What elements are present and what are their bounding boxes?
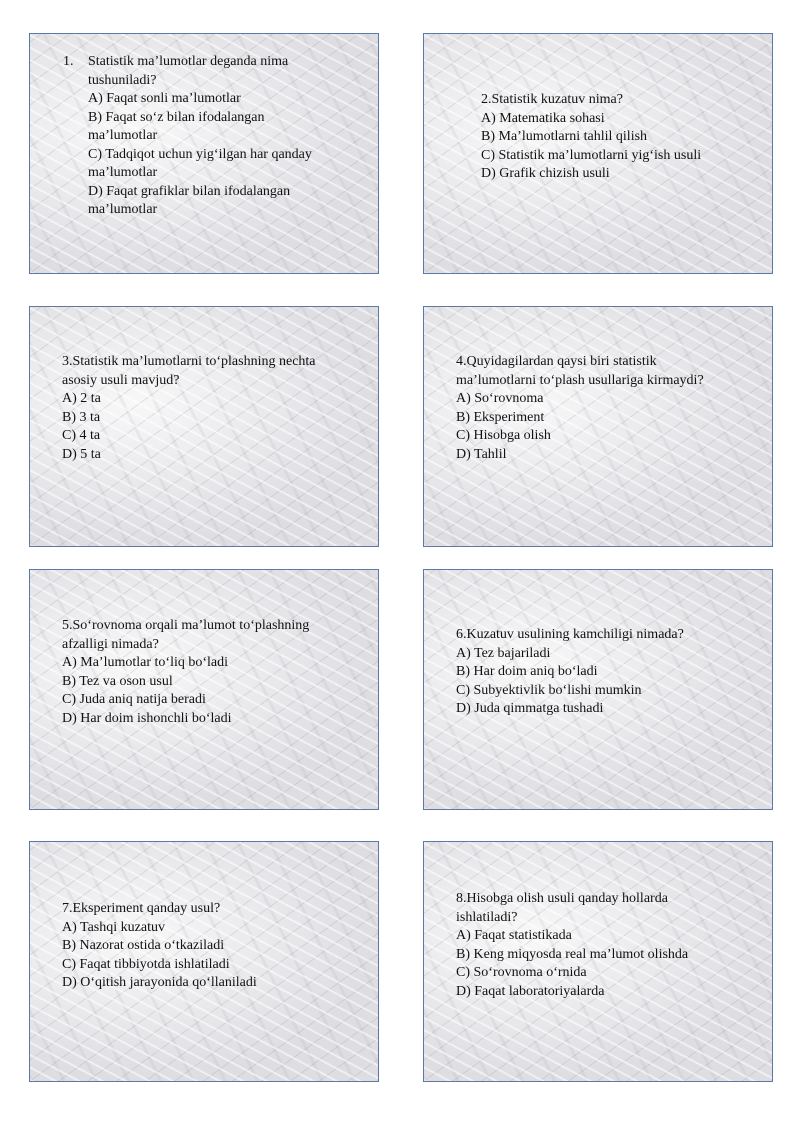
option-b: B) Ma’lumotlarni tahlil qilish xyxy=(481,129,648,144)
option-c: C) Hisobga olish xyxy=(456,428,551,443)
question-text-line: Statistik ma’lumotlar deganda nima xyxy=(88,54,289,69)
option-a: A) Tashqi kuzatuv xyxy=(62,919,165,935)
question-text-line: 3.Statistik ma’lumotlarni to‘plashning nechta xyxy=(62,354,316,369)
question-card-4 xyxy=(423,306,773,547)
option-d: D) Juda qimmatga tushadi xyxy=(456,701,604,716)
option-d: D) Faqat laboratoriyalarda xyxy=(456,983,605,999)
option-d: D) Grafik chizish usuli xyxy=(481,166,610,181)
option-c: C) Tadqiqot uchun yig‘ilgan har qanday xyxy=(88,146,312,162)
option-c: C) Statistik ma’lumotlarni yig‘ish usuli xyxy=(481,147,702,163)
question-text-line: 8.Hisobga olish usuli qanday hollarda xyxy=(456,891,668,906)
question-card-8 xyxy=(423,841,773,1082)
question-block xyxy=(62,900,257,993)
question-block xyxy=(456,353,704,464)
option-b: B) 3 ta xyxy=(62,409,101,425)
option-c: C) Faqat tibbiyotda ishlatiladi xyxy=(62,956,230,972)
question-block xyxy=(62,617,309,728)
question-text-line: 5.So‘rovnoma orqali ma’lumot to‘plashning xyxy=(62,618,310,633)
question-card-2 xyxy=(423,33,773,274)
option-d: D) Har doim ishonchli bo‘ladi xyxy=(62,710,232,726)
option-b: B) Eksperiment xyxy=(456,409,545,425)
question-card-7 xyxy=(29,841,379,1082)
question-block xyxy=(456,626,684,719)
option-a: A) 2 ta xyxy=(62,391,101,406)
question-text-line: 2.Statistik kuzatuv nima? xyxy=(481,92,623,107)
question-block xyxy=(456,890,688,1001)
option-c: C) 4 ta xyxy=(62,428,101,443)
option-a: A) So‘rovnoma xyxy=(456,391,544,406)
option-b: B) Har doim aniq bo‘ladi xyxy=(456,664,598,679)
question-text-line: afzalligi nimada? xyxy=(62,636,159,652)
question-number: 1. xyxy=(63,54,74,69)
option-a: A) Ma’lumotlar to‘liq bo‘ladi xyxy=(62,655,229,670)
option-c: C) Juda aniq natija beradi xyxy=(62,692,206,707)
option-d: D) O‘qitish jarayonida qo‘llaniladi xyxy=(62,975,257,990)
option-c-cont: ma’lumotlar xyxy=(88,165,158,180)
question-text-line: 7.Eksperiment qanday usul? xyxy=(62,901,221,916)
option-b-cont: ma’lumotlar xyxy=(88,128,158,143)
question-card-5 xyxy=(29,569,379,810)
question-card-3 xyxy=(29,306,379,547)
option-a: A) Faqat sonli ma’lumotlar xyxy=(88,91,241,106)
question-text-line: asosiy usuli mavjud? xyxy=(62,372,180,388)
option-a: A) Faqat statistikada xyxy=(456,928,572,943)
option-d-cont: ma’lumotlar xyxy=(88,202,158,217)
option-d: D) Faqat grafiklar bilan ifodalangan xyxy=(88,183,291,199)
option-a: A) Matematika sohasi xyxy=(481,110,605,126)
option-a: A) Tez bajariladi xyxy=(456,645,551,661)
question-card-1 xyxy=(29,33,379,274)
question-card-6 xyxy=(423,569,773,810)
option-d: D) Tahlil xyxy=(456,446,507,462)
option-c: C) So‘rovnoma o‘rnida xyxy=(456,965,587,980)
option-b: B) Faqat so‘z bilan ifodalangan xyxy=(88,109,265,125)
question-block xyxy=(63,53,363,220)
question-block xyxy=(481,91,701,184)
question-text-line: ma’lumotlarni to‘plash usullariga kirmaydi? xyxy=(456,372,704,388)
question-text-line: 6.Kuzatuv usulining kamchiligi nimada? xyxy=(456,627,684,642)
option-b: B) Tez va oson usul xyxy=(62,673,173,689)
question-block xyxy=(62,353,316,464)
question-text-line: tushuniladi? xyxy=(88,72,157,88)
option-c: C) Subyektivlik bo‘lishi mumkin xyxy=(456,682,642,698)
option-b: B) Keng miqyosda real ma’lumot olishda xyxy=(456,946,689,962)
question-text-line: 4.Quyidagilardan qaysi biri statistik xyxy=(456,354,657,369)
option-d: D) 5 ta xyxy=(62,446,101,462)
option-b: B) Nazorat ostida o‘tkaziladi xyxy=(62,938,225,953)
question-text-line: ishlatiladi? xyxy=(456,909,518,925)
